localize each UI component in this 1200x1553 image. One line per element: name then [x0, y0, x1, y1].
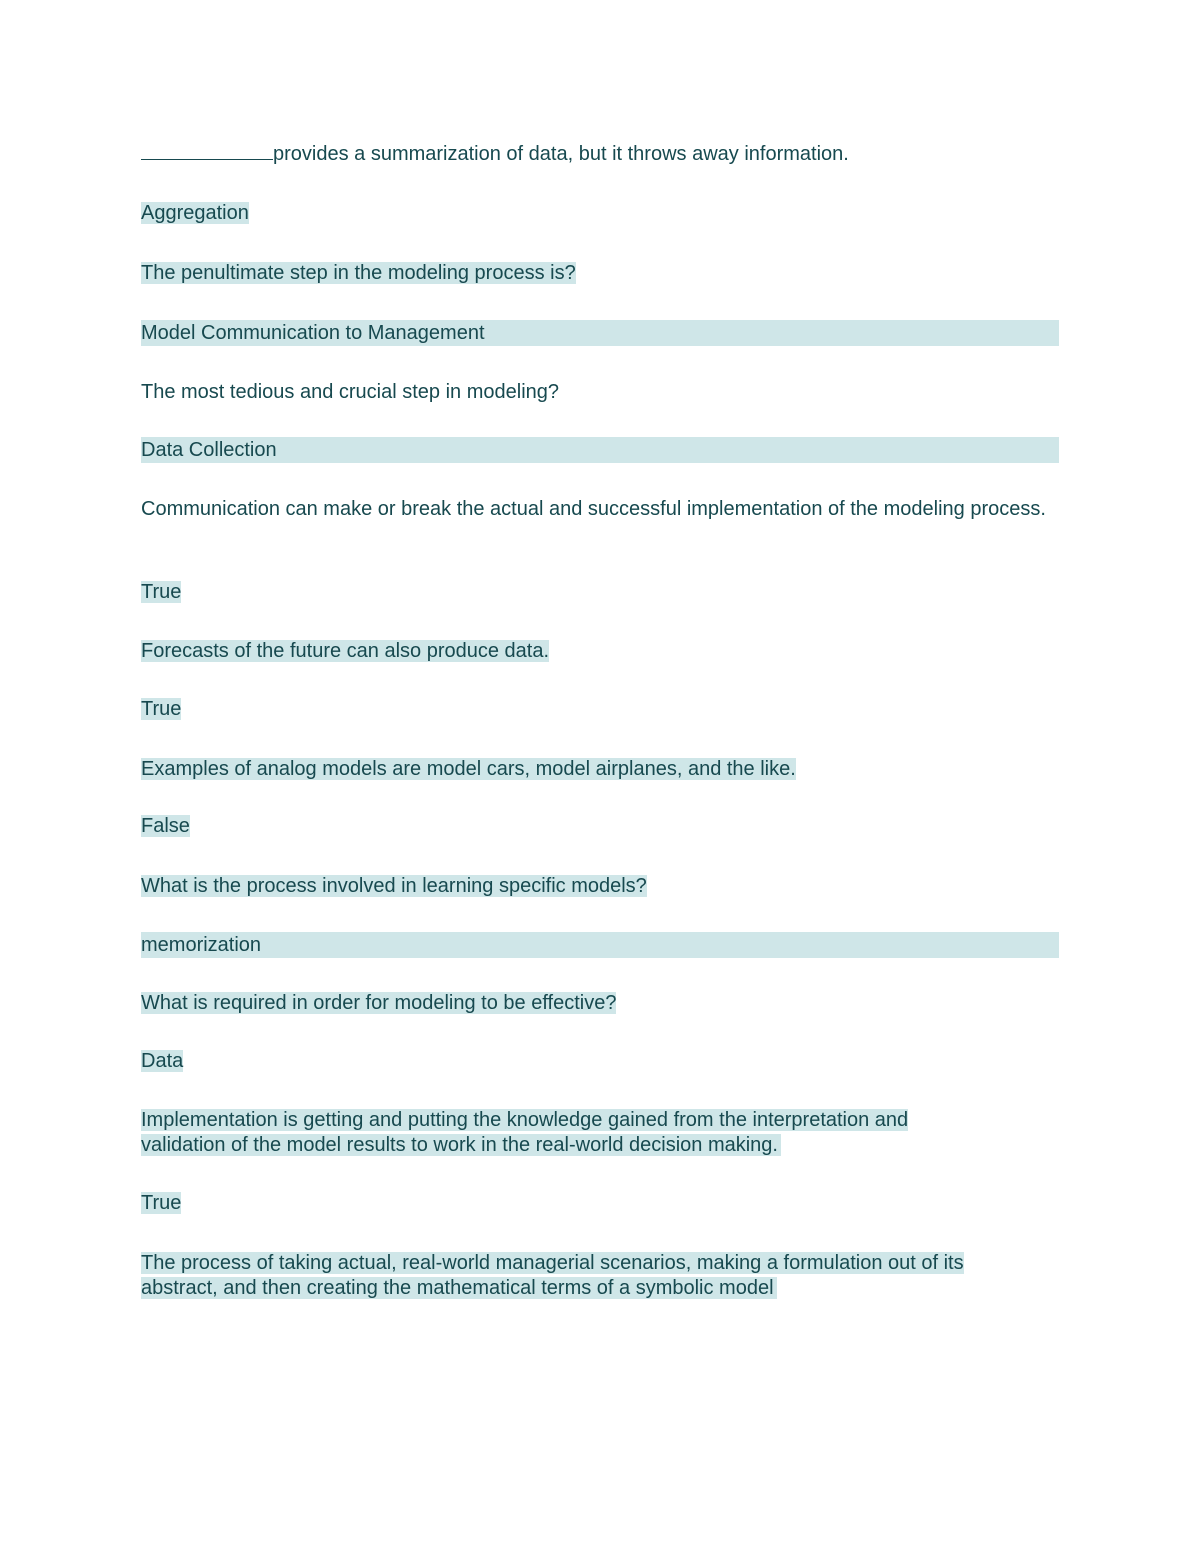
answer-8	[141, 1049, 183, 1074]
question-7-text: What is the process involved in learning specific models?	[141, 875, 647, 897]
question-6-text: Examples of analog models are model cars, model airplanes, and the like.	[141, 758, 796, 780]
answer-8-text: Data	[141, 1050, 184, 1072]
answer-4-text: True	[141, 581, 182, 603]
answer-2-text: Model Communication to Management	[141, 322, 485, 344]
answer-5-text: True	[141, 698, 182, 720]
answer-5	[141, 697, 181, 722]
question-5	[141, 639, 549, 664]
question-9	[141, 1108, 991, 1158]
answer-7-text: memorization	[141, 934, 262, 956]
question-10-text: The process of taking actual, real-world managerial scenarios, making a formulation out of its abstract, and then creating the mathematical terms of a symbolic model	[141, 1252, 964, 1299]
answer-6-text: False	[141, 815, 190, 837]
answer-9-text: True	[141, 1192, 182, 1214]
answer-9	[141, 1191, 181, 1216]
answer-4	[141, 580, 181, 605]
question-10	[141, 1251, 1041, 1301]
question-3	[141, 380, 559, 405]
question-2-text: The penultimate step in the modeling process is?	[141, 262, 576, 284]
answer-2	[141, 320, 1059, 346]
question-8-text: What is required in order for modeling to be effective?	[141, 992, 617, 1014]
question-9-text: Implementation is getting and putting the knowledge gained from the interpretation and validation of the model results to work in the real-world decision making.	[141, 1109, 909, 1156]
question-5-text: Forecasts of the future can also produce data.	[141, 640, 550, 662]
question-4-text: Communication can make or break the actual and successful implementation of the modeling process.	[141, 498, 1046, 520]
fill-in-blank	[141, 143, 273, 160]
question-4	[141, 497, 1061, 522]
answer-7	[141, 932, 1059, 958]
question-8	[141, 991, 616, 1016]
question-3-text: The most tedious and crucial step in modeling?	[141, 381, 560, 403]
answer-3	[141, 437, 1059, 463]
answer-3-text: Data Collection	[141, 439, 277, 461]
question-7	[141, 874, 647, 899]
question-6	[141, 757, 796, 782]
question-1	[141, 142, 849, 167]
question-2	[141, 261, 576, 286]
answer-1	[141, 201, 249, 226]
answer-6	[141, 814, 190, 839]
answer-1-text: Aggregation	[141, 202, 249, 224]
question-1-text: provides a summarization of data, but it throws away information.	[273, 143, 849, 165]
